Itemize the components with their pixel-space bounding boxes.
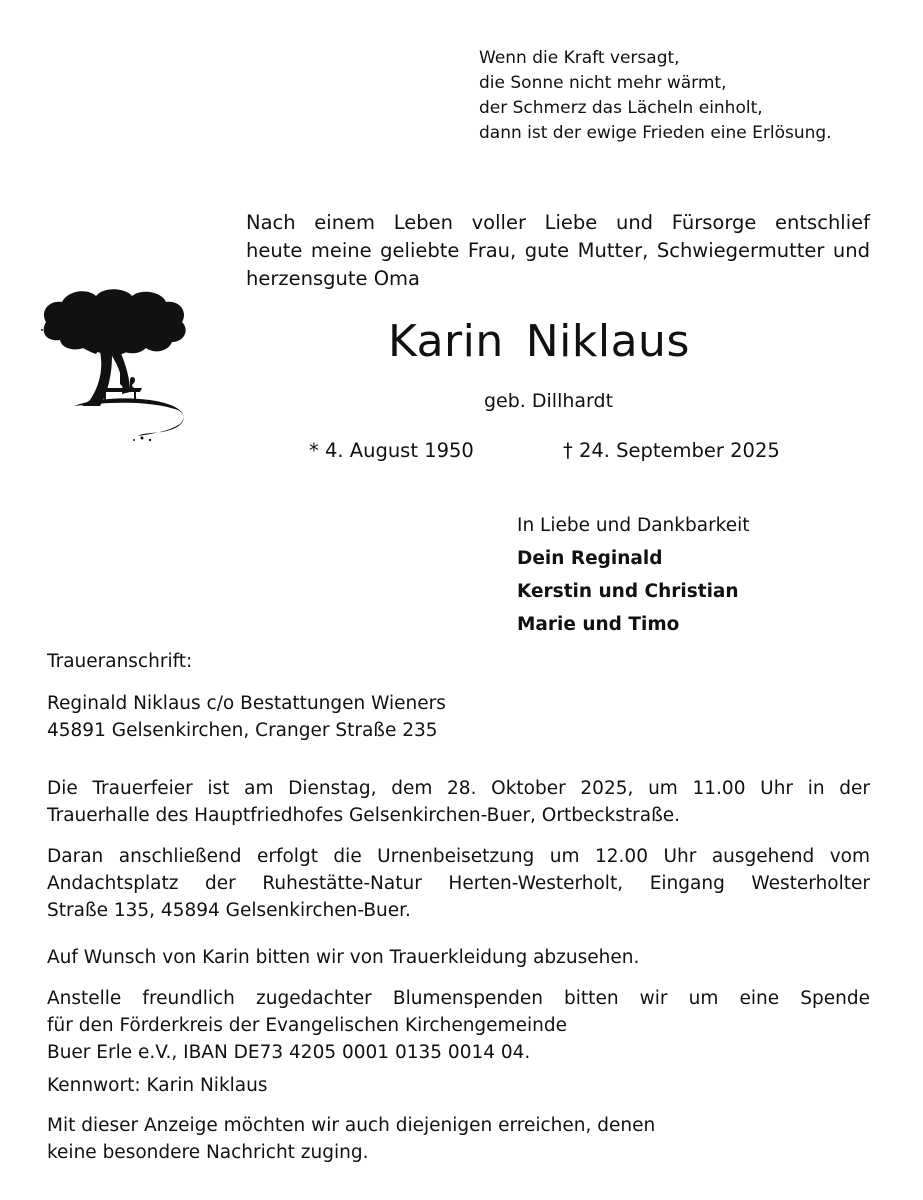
deceased-name	[388, 316, 690, 367]
mourners-intro: In Liebe und Dankbarkeit	[517, 515, 750, 536]
burial-line: Andachtsplatz der Ruhestätte-Natur Herten-Westerholt, Eingang Westerholter	[47, 873, 870, 894]
ceremony-paragraph	[47, 775, 870, 829]
intro-line: herzensgute Oma	[246, 267, 420, 290]
donation-line: Buer Erle e.V., IBAN DE73 4205 0001 0135 0014 04.	[47, 1042, 531, 1063]
dress-code-line: Auf Wunsch von Karin bitten wir von Trauerkleidung abzusehen.	[47, 947, 640, 968]
mourner-name: Marie und Timo	[517, 614, 680, 635]
address-label: Traueranschrift:	[47, 651, 193, 672]
last-name: Niklaus	[525, 316, 690, 367]
donation-paragraph	[47, 985, 870, 1066]
tree-illustration	[38, 282, 193, 447]
intro-line: Nach einem Leben voller Liebe und Fürsorge entschlief	[246, 211, 870, 234]
mourner-name: Dein Reginald	[517, 548, 663, 569]
intro-text	[246, 209, 870, 293]
burial-paragraph	[47, 843, 870, 924]
burial-line: Straße 135, 45894 Gelsenkirchen-Buer.	[47, 900, 411, 921]
address-line: 45891 Gelsenkirchen, Cranger Straße 235	[47, 720, 438, 741]
mourning-address	[47, 690, 446, 744]
poem-line: Wenn die Kraft versagt,	[479, 48, 680, 68]
death-date: † 24. September 2025	[563, 439, 780, 462]
mourner-name: Kerstin und Christian	[517, 581, 739, 602]
burial-line: Daran anschließend erfolgt die Urnenbeisetzung um 12.00 Uhr ausgehend vom	[47, 846, 870, 867]
poem-line: die Sonne nicht mehr wärmt,	[479, 73, 727, 93]
dress-code-note	[47, 944, 870, 971]
donation-line: Anstelle freundlich zugedachter Blumenspenden bitten wir um eine Spende	[47, 988, 870, 1009]
intro-line: heute meine geliebte Frau, gute Mutter, Schwiegermutter und	[246, 239, 870, 262]
poem-line: dann ist der ewige Frieden eine Erlösung.	[479, 123, 832, 143]
ceremony-line: Die Trauerfeier ist am Dienstag, dem 28. Oktober 2025, um 11.00 Uhr in der	[47, 778, 870, 799]
birth-date: * 4. August 1950	[309, 439, 474, 462]
mourners-block	[517, 509, 750, 641]
poem	[479, 46, 832, 146]
closing-paragraph	[47, 1112, 870, 1166]
closing-line: keine besondere Nachricht zuging.	[47, 1142, 369, 1163]
keyword-line: Kennwort: Karin Niklaus	[47, 1075, 268, 1096]
donation-keyword	[47, 1072, 870, 1099]
donation-line: für den Förderkreis der Evangelischen Kirchengemeinde	[47, 1015, 567, 1036]
maiden-name: geb. Dillhardt	[484, 390, 614, 412]
address-line: Reginald Niklaus c/o Bestattungen Wieners	[47, 693, 446, 714]
first-name: Karin	[388, 316, 504, 367]
ceremony-line: Trauerhalle des Hauptfriedhofes Gelsenkirchen-Buer, Ortbeckstraße.	[47, 805, 680, 826]
closing-line: Mit dieser Anzeige möchten wir auch diejenigen erreichen, denen	[47, 1115, 656, 1136]
poem-line: der Schmerz das Lächeln einholt,	[479, 98, 763, 118]
